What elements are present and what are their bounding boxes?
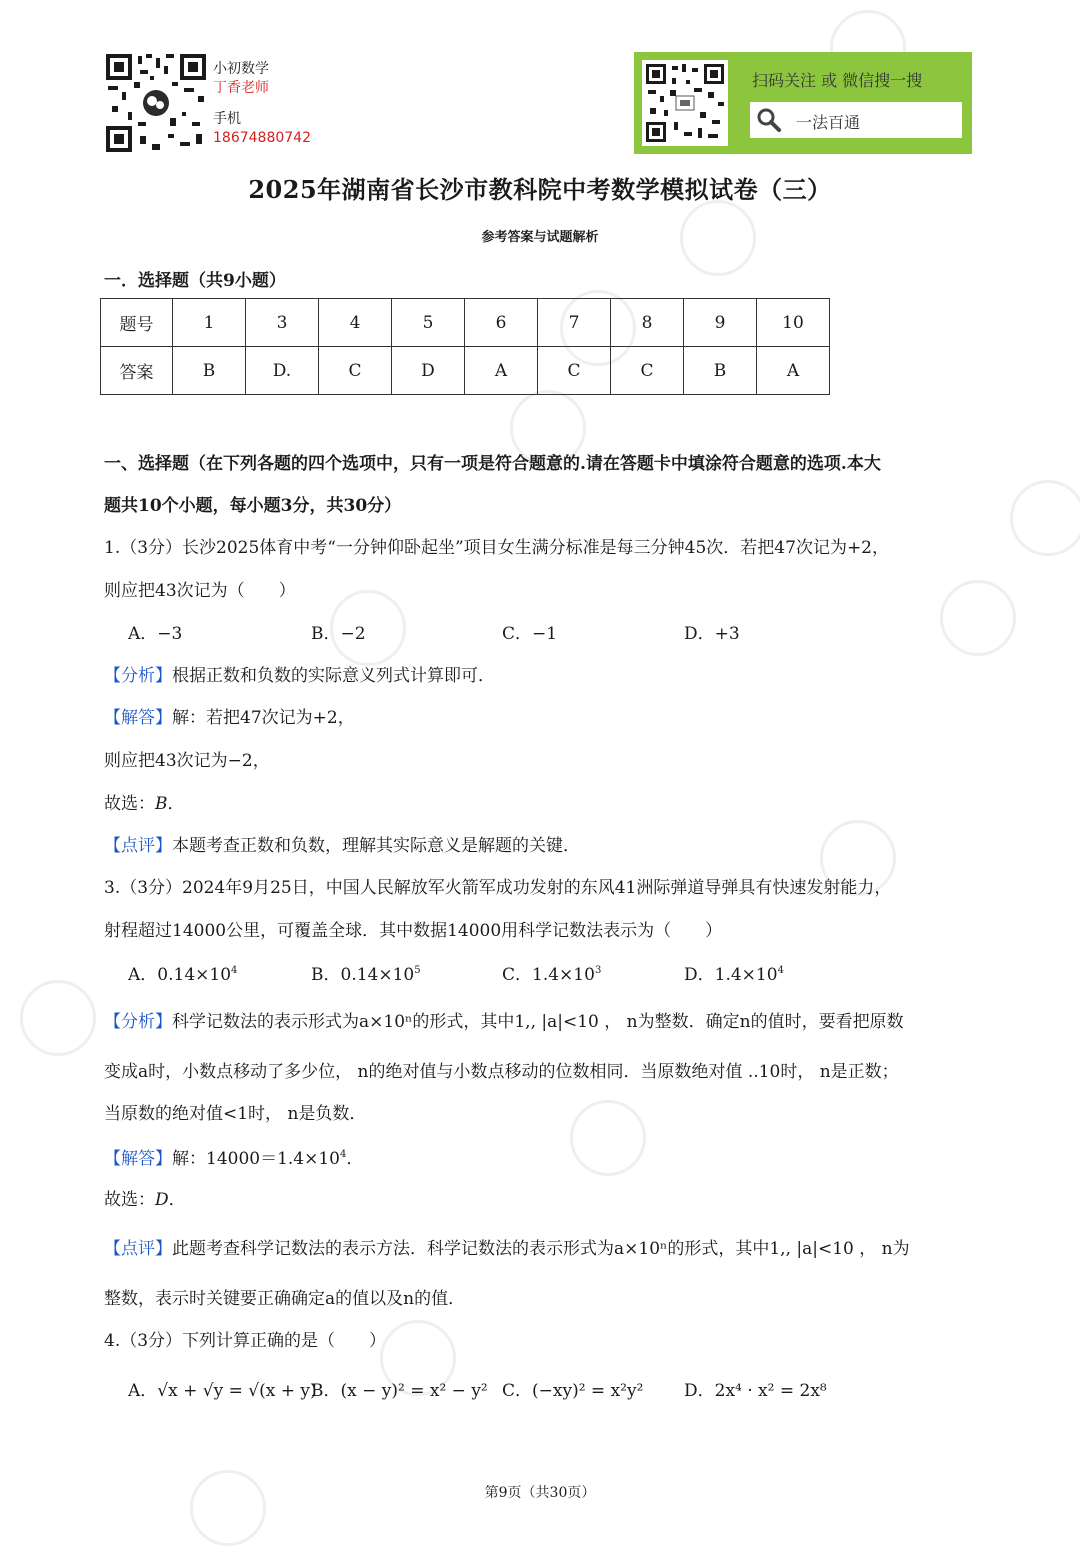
- table-cell: B: [684, 347, 757, 395]
- q4-option-d: D．2x⁴ · x² = 2x⁸: [684, 1381, 827, 1401]
- q3-option-b: [311, 960, 421, 985]
- q3-option-c: [502, 960, 601, 985]
- answer-table: [100, 298, 830, 395]
- table-cell: A: [757, 347, 830, 395]
- answer-base: 解：14000＝1.4×10: [172, 1149, 340, 1169]
- choose-prefix: 故选：: [104, 794, 155, 814]
- table-cell: C: [538, 347, 611, 395]
- option-label: A．: [128, 965, 158, 985]
- q3-option-d: [684, 960, 784, 985]
- table-row: [101, 347, 830, 395]
- promo-qr-code: [642, 60, 728, 146]
- option-exp: 3: [594, 965, 602, 976]
- search-icon: [756, 107, 782, 137]
- q1-analysis: [104, 661, 495, 686]
- q1-choose: [104, 789, 185, 814]
- page-title: 2025年湖南省长沙市教科院中考数学模拟试卷（三）: [248, 175, 832, 204]
- option-base: 1.4×10: [532, 965, 595, 985]
- q1-option-a: A．−3: [128, 624, 183, 644]
- option-label: B．: [311, 965, 341, 985]
- watermark-logo: [20, 980, 96, 1056]
- table-cell: 8: [611, 299, 684, 347]
- table-cell: 题号: [101, 299, 173, 347]
- table-cell: 5: [392, 299, 465, 347]
- q1-answer: [104, 703, 355, 728]
- table-row: [101, 299, 830, 347]
- table-cell: D.: [246, 347, 319, 395]
- q1-comment: [104, 831, 580, 856]
- q1-analysis-text: 根据正数和负数的实际意义列式计算即可．: [172, 666, 495, 686]
- contact-info: [213, 60, 311, 148]
- table-cell: 答案: [101, 347, 173, 395]
- promo-scan-text: 扫码关注 或 微信搜一搜: [752, 71, 923, 90]
- option-label: C．: [502, 965, 533, 985]
- page-footer: 第9页（共30页）: [484, 1485, 596, 1501]
- choose-suffix: ．: [167, 794, 185, 814]
- table-cell: 9: [684, 299, 757, 347]
- watermark-logo: [940, 580, 1016, 656]
- section1-heading: 一．选择题（共9小题）: [104, 271, 286, 291]
- option-base: 0.14×10: [340, 965, 415, 985]
- table-cell: C: [319, 347, 392, 395]
- comment-tag: 【点评】: [104, 1239, 172, 1259]
- promo-banner: [634, 52, 972, 154]
- section2-heading-line1: 一、选择题（在下列各题的四个选项中，只有一项是符合题意的.请在答题卡中填涂符合题意的选项.本大: [104, 454, 881, 474]
- table-cell: 3: [246, 299, 319, 347]
- q3-comment-line1: 此题考查科学记数法的表示方法．科学记数法的表示形式为a×10ⁿ的形式，其中1,, |a|<10 ， n为: [172, 1239, 910, 1259]
- answer-tag: 【解答】: [104, 1149, 172, 1169]
- table-cell: 1: [173, 299, 246, 347]
- contact-name-line1: 小初数学: [213, 61, 269, 77]
- option-base: 1.4×10: [714, 965, 778, 985]
- q3-analysis-line2: 变成a时，小数点移动了多少位， n的绝对值与小数点移动的位数相同．当原数绝对值 ..10时， n是正数；: [104, 1062, 899, 1082]
- q1-option-c: C．−1: [502, 624, 558, 644]
- table-cell: D: [392, 347, 465, 395]
- section2-heading-line2: 题共10个小题，每小题3分，共30分）: [104, 496, 402, 516]
- q4-stem: 4.（3分）下列计算正确的是（ ）: [104, 1331, 387, 1351]
- choose-prefix: 故选：: [104, 1190, 155, 1210]
- watermark-logo: [1010, 480, 1080, 556]
- q1-option-b: B．−2: [311, 624, 366, 644]
- q3-analysis-line1: 科学记数法的表示形式为a×10ⁿ的形式，其中1,, |a|<10 ， n为整数．确定n的值时，要看把原数: [172, 1012, 904, 1032]
- q4-option-b: B．(x − y)² = x² − y²: [311, 1381, 488, 1401]
- option-base: 0.14×10: [157, 965, 232, 985]
- contact-name-line2: 丁香老师: [213, 80, 269, 96]
- q1-comment-text: 本题考查正数和负数，理解其实际意义是解题的关键．: [172, 836, 580, 856]
- analysis-tag: 【分析】: [104, 666, 172, 686]
- promo-search-box: [750, 102, 962, 138]
- q3-comment-line2: 整数，表示时关键要正确确定a的值以及n的值．: [104, 1289, 466, 1309]
- option-label: D．: [684, 965, 715, 985]
- answer-suffix: ．: [346, 1149, 364, 1169]
- table-cell: B: [173, 347, 246, 395]
- q3-stem-line1: 3.（3分）2024年9月25日，中国人民解放军火箭军成功发射的东风41洲际弹道导弹具有快速发射能力，: [104, 878, 892, 898]
- table-cell: 7: [538, 299, 611, 347]
- q3-answer: [104, 1144, 363, 1169]
- q3-option-a: [128, 960, 237, 985]
- q4-option-c: C．(−xy)² = x²y²: [502, 1381, 644, 1401]
- answer-tag: 【解答】: [104, 708, 172, 728]
- page-subtitle: 参考答案与试题解析: [481, 230, 599, 245]
- q1-stem-line1: 1.（3分）长沙2025体育中考“一分钟仰卧起坐”项目女生满分标准是每三分钟45次．若把47次记为+2，: [104, 538, 890, 558]
- table-cell: 4: [319, 299, 392, 347]
- q3-analysis: [104, 1007, 904, 1032]
- option-exp: 4: [231, 965, 238, 976]
- choose-value: B: [155, 794, 168, 814]
- table-cell: C: [611, 347, 684, 395]
- table-cell: A: [465, 347, 538, 395]
- option-exp: 4: [777, 965, 784, 976]
- option-exp: 5: [414, 965, 421, 976]
- choose-suffix: ．: [168, 1190, 186, 1210]
- table-cell: 10: [757, 299, 830, 347]
- q3-choose: [104, 1185, 186, 1210]
- q4-option-a: A．√x + √y = √(x + y): [128, 1381, 317, 1401]
- watermark-logo: [570, 1100, 646, 1176]
- choose-value: D: [155, 1190, 169, 1210]
- comment-tag: 【点评】: [104, 836, 172, 856]
- contact-phone: 18674880742: [213, 130, 311, 146]
- contact-qr-code: [104, 52, 208, 154]
- contact-phone-label: 手机: [213, 111, 241, 127]
- table-cell: 6: [465, 299, 538, 347]
- q1-option-d: D．+3: [684, 624, 740, 644]
- q3-comment: [104, 1234, 910, 1259]
- q1-answer-line2: 则应把43次记为−2，: [104, 751, 270, 771]
- analysis-tag: 【分析】: [104, 1012, 172, 1032]
- answer-exp: 4: [340, 1149, 347, 1160]
- q1-stem-line2: 则应把43次记为（ ）: [104, 581, 296, 601]
- promo-search-text: 一法百通: [796, 113, 861, 132]
- q3-stem-line2: 射程超过14000公里，可覆盖全球．其中数据14000用科学记数法表示为（ ）: [104, 921, 723, 941]
- q1-answer-line1: 解：若把47次记为+2，: [172, 708, 355, 728]
- q3-analysis-line3: 当原数的绝对值<1时， n是负数．: [104, 1104, 367, 1124]
